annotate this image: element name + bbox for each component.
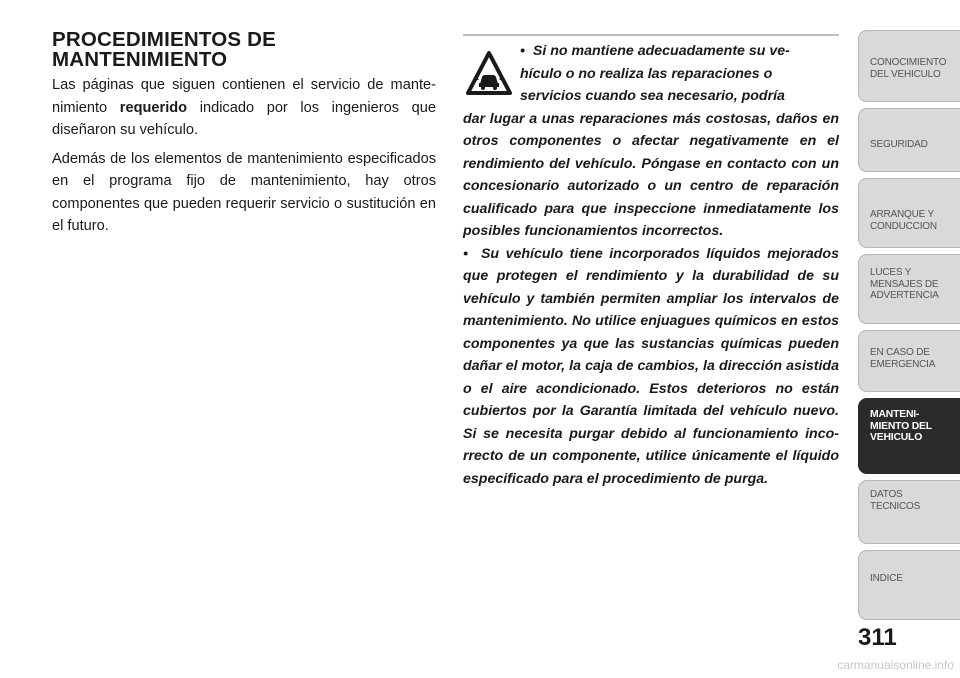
- tab-label: CONDUCCION: [870, 220, 937, 232]
- warning-box: [463, 34, 839, 490]
- tab-label: MENSAJES DE: [870, 278, 939, 290]
- intro-text-after: indicado por los ingenieros que diseñaron su vehículo.: [52, 99, 436, 138]
- footer-watermark: carmanualsonline.info: [837, 658, 954, 672]
- tab-label: ARRANQUE Y: [870, 209, 934, 220]
- warning-triangle-car-icon: [466, 50, 512, 96]
- intro-bold-word: requerido: [119, 99, 188, 116]
- bullet-dot: •: [520, 43, 525, 59]
- warning-b1-line2: hículo o no realiza las reparaciones o: [520, 65, 773, 82]
- tab-mantenimiento-active[interactable]: [858, 398, 960, 474]
- tab-emergencia[interactable]: [858, 330, 960, 392]
- main-text-column: [52, 30, 436, 244]
- warning-content: [463, 40, 839, 490]
- tab-label: TECNICOS: [870, 500, 921, 512]
- page-number: 311: [858, 624, 897, 651]
- tab-label: VEHICULO: [870, 432, 923, 443]
- warning-bullet2-text: Su vehículo tiene incorporados líquidos mejorados que protegen el rendimiento y la durabilidad de su vehículo y también permiten ampliar los intervalos de mantenimiento. No utilice enjuagues químicos en estos componentes ya que las sustancias químicas pueden dañar el motor, la caja de cambios, la dirección asistida o el aire acondicionado. Estos deterioros no están cubiertos por la Garantía limitada del vehículo nuevo. Si se necesita purgar debido al funcionamiento incorrecto de un componente, utilice únicamente el líquido especificado para el procedimiento de purga.: [463, 245, 839, 487]
- tab-luces[interactable]: [858, 254, 960, 324]
- tab-label: SEGURIDAD: [870, 139, 928, 150]
- tab-datos[interactable]: [858, 480, 960, 544]
- warning-bullet1-rest: dar lugar a unas reparaciones más costosas, daños en otros componentes o afectar negativamente en el rendimiento del vehículo. Póngase en contacto con un concesionario autorizado o un centro de reparación cualificado para que inspeccione inmediatamente los posibles funcionamientos incorrectos.: [463, 110, 839, 239]
- tab-label: DEL VEHICULO: [870, 68, 941, 80]
- tab-label: EMERGENCIA: [870, 358, 936, 370]
- warning-bullet1-head: [463, 40, 839, 108]
- tab-label: EN CASO DE: [870, 347, 930, 358]
- second-paragraph: Además de los elementos de mantenimiento especificados en el programa fijo de mantenimiento, hay otros componentes que pueden requerir servicio o sustitución en el futuro.: [52, 150, 436, 234]
- warning-b1-line3: servicios cuando sea necesario, podría: [520, 88, 785, 104]
- tab-indice[interactable]: [858, 550, 960, 620]
- section-title-line1: PROCEDIMIENTOS DE: [52, 28, 276, 51]
- section-title: [52, 30, 436, 70]
- warning-text: [463, 40, 839, 490]
- bullet-dot: •: [463, 245, 468, 262]
- tab-label: INDICE: [870, 573, 903, 584]
- tab-arranque[interactable]: [858, 178, 960, 248]
- tab-conocimiento[interactable]: [858, 30, 960, 102]
- section-title-line2: MANTENIMIENTO: [52, 48, 228, 71]
- warning-bullet2: [463, 243, 839, 491]
- tab-label: ADVERTENCIA: [870, 290, 939, 301]
- tab-seguridad[interactable]: [858, 108, 960, 172]
- tab-label: MANTENI-: [870, 409, 920, 420]
- warning-b1-line1: Si no mantiene adecuadamente su ve-: [532, 43, 790, 59]
- tab-label: CONOCIMIENTO: [870, 57, 947, 68]
- tab-label: DATOS: [870, 489, 903, 500]
- tab-label: MIENTO DEL: [870, 420, 932, 432]
- intro-text-before: Las páginas que siguen contienen el servicio de mantenimiento: [52, 77, 436, 116]
- warning-top-rule: [463, 34, 839, 36]
- intro-paragraph: [52, 74, 436, 142]
- tab-label: LUCES Y: [870, 267, 912, 278]
